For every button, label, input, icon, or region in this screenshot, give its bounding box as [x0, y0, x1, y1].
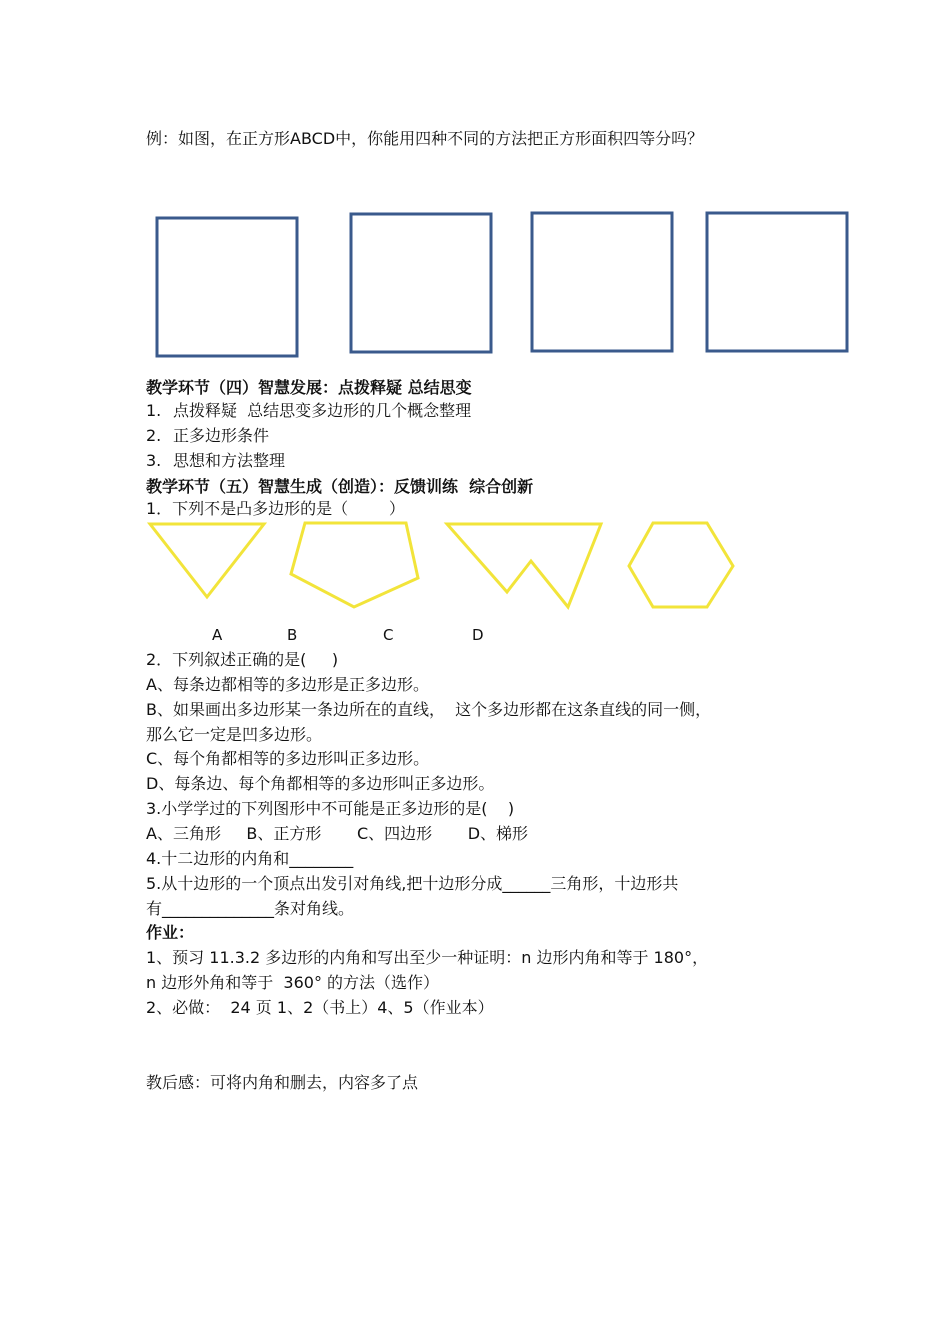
- question-4: 4.十二边形的内角和________: [146, 849, 354, 868]
- question-2-stem: 2．下列叙述正确的是( ): [146, 650, 339, 669]
- homework-line-2: n 边形外角和等于 360° 的方法（选作）: [146, 973, 440, 992]
- square-1: [157, 218, 297, 356]
- option-label-c: C: [383, 626, 394, 644]
- squares: [157, 213, 847, 356]
- polygon-a-triangle: [150, 524, 264, 597]
- question-3-stem: 3.小学学过的下列图形中不可能是正多边形的是( ): [146, 799, 515, 818]
- item-text: 思想和方法整理: [173, 451, 286, 470]
- section4-title: 教学环节（四）智慧发展：点拨释疑 总结思变: [146, 378, 472, 397]
- polygon-c-concave: [447, 524, 601, 607]
- option-label-d: D: [472, 626, 484, 644]
- square-2: [351, 214, 491, 352]
- square-3: [532, 213, 672, 351]
- homework-line-1: 1、预习 11.3.2 多边形的内角和写出至少一种证明：n 边形内角和等于 180°，: [146, 948, 709, 967]
- item-number: 3.: [146, 451, 162, 470]
- option-label-b: B: [287, 626, 298, 644]
- section4-item-1: [146, 400, 471, 422]
- question-2-option-d: D、每条边、每个角都相等的多边形叫正多边形。: [146, 774, 495, 793]
- square-4: [707, 213, 847, 351]
- question-5-line1: 5.从十边形的一个顶点出发引对角线,把十边形分成______三角形，十边形共: [146, 874, 679, 893]
- question-2-option-b-line2: 那么它一定是凹多边形。: [146, 725, 323, 744]
- item-number: 1.: [146, 401, 162, 420]
- polygon-b-pentagon: [291, 523, 418, 607]
- item-text: 正多边形条件: [173, 426, 270, 445]
- section4-item-2: [146, 425, 269, 447]
- question-2-option-c: C、每个角都相等的多边形叫正多边形。: [146, 749, 430, 768]
- homework-line-3: 2、必做： 24 页 1、2（书上）4、5（作业本）: [146, 998, 494, 1017]
- question-1: 1．下列不是凸多边形的是（ ）: [146, 499, 405, 518]
- item-text: 点拨释疑 总结思变多边形的几个概念整理: [173, 401, 472, 420]
- option-label-a: A: [212, 626, 223, 644]
- homework-title: 作业：: [146, 923, 195, 942]
- question-5-line2: 有______________条对角线。: [146, 899, 355, 918]
- polygon-options: [150, 523, 733, 607]
- question-3-options: A、三角形 B、正方形 C、四边形 D、梯形: [146, 824, 529, 843]
- section5-title: 教学环节（五）智慧生成（创造）：反馈训练 综合创新: [146, 477, 534, 496]
- question-2-option-b-line1: B、如果画出多边形某一条边所在的直线， 这个多边形都在这条直线的同一侧，: [146, 700, 712, 719]
- question-2-option-a: A、每条边都相等的多边形是正多边形。: [146, 675, 429, 694]
- section4-item-3: [146, 450, 285, 472]
- item-number: 2.: [146, 426, 162, 445]
- teaching-reflection: 教后感：可将内角和删去，内容多了点: [146, 1073, 419, 1092]
- polygon-d-hexagon: [629, 523, 733, 607]
- example-question: 例：如图，在正方形ABCD中，你能用四种不同的方法把正方形面积四等分吗？: [146, 129, 704, 148]
